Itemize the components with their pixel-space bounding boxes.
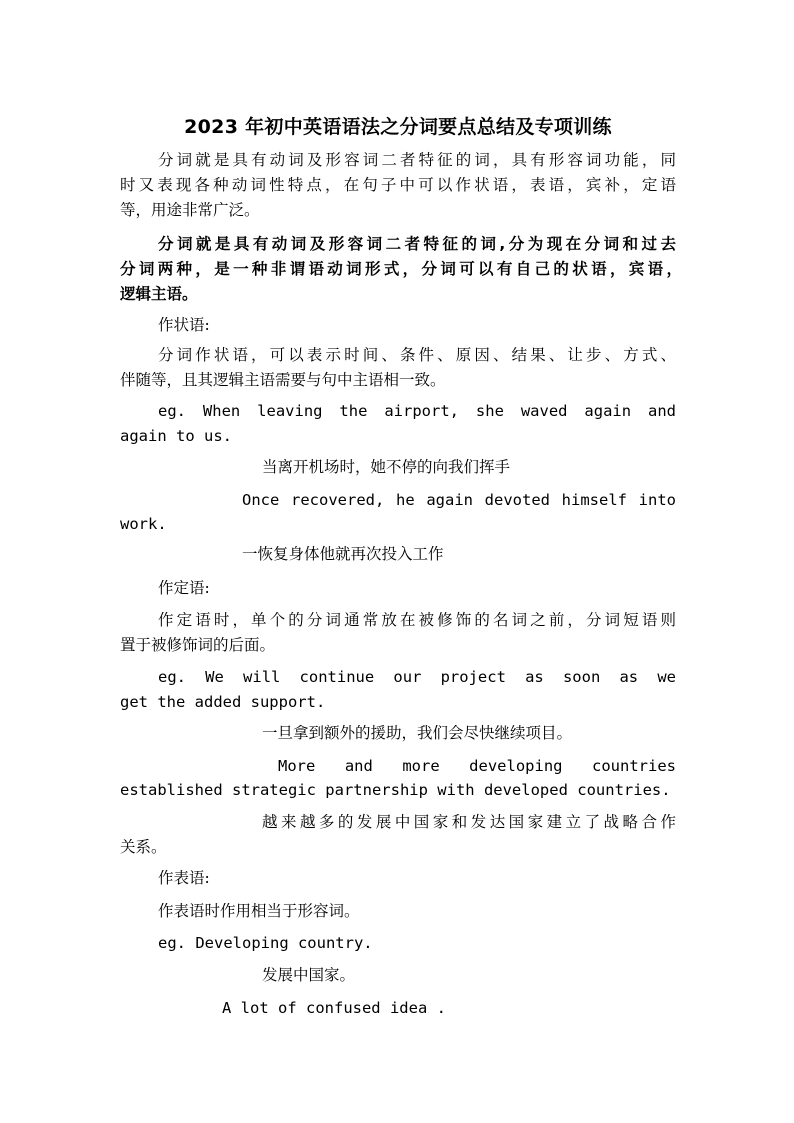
document-title: 2023 年初中英语语法之分词要点总结及专项训练 [184, 116, 612, 138]
section-heading-attributive: 作定语: [158, 579, 210, 597]
adverbial-example-1-line-2: again to us. [120, 427, 232, 445]
predicative-example-2: A lot of confused idea . [222, 999, 446, 1017]
attributive-desc-line-2: 置于被修饰词的后面。 [120, 636, 276, 654]
adverbial-desc-line-1: 分词作状语，可以表示时间、条件、原因、结果、让步、方式、 [158, 346, 676, 364]
adverbial-example-2-translation: 一恢复身体他就再次投入工作 [242, 545, 444, 563]
adverbial-example-2-line-2: work. [120, 515, 167, 533]
attributive-example-1-line-1: eg. We will continue our project as soon as we [158, 668, 676, 686]
adverbial-example-2-line-1: Once recovered, he again devoted himself into [242, 491, 676, 509]
predicative-example-1-translation: 发展中国家。 [262, 966, 356, 984]
attributive-example-1-line-2: get the added support. [120, 693, 326, 711]
predicative-desc: 作表语时作用相当于形容词。 [158, 902, 360, 920]
intro-line-2: 时又表现各种动词性特点，在句子中可以作状语，表语，宾补，定语 [120, 176, 676, 194]
bold-intro-line-3: 逻辑主语。 [120, 285, 198, 303]
bold-intro-line-1: 分词就是具有动词及形容词二者特征的词,分为现在分词和过去 [158, 235, 676, 253]
adverbial-desc-line-2: 伴随等，且其逻辑主语需要与句中主语相一致。 [120, 371, 446, 389]
adverbial-example-1-line-1: eg. When leaving the airport, she waved again and [158, 402, 676, 420]
predicative-example-1: eg. Developing country. [158, 934, 373, 952]
attributive-example-2-line-1: More and more developing countries [278, 757, 676, 775]
attributive-example-2-translation-line-2: 关系。 [120, 838, 167, 856]
section-heading-predicative: 作表语: [158, 869, 210, 887]
bold-intro-line-2: 分词两种，是一种非谓语动词形式，分词可以有自己的状语，宾语， [120, 260, 682, 278]
attributive-example-1-translation: 一旦拿到额外的援助，我们会尽快继续项目。 [262, 724, 573, 742]
section-heading-adverbial: 作状语: [158, 316, 210, 334]
attributive-example-2-translation-line-1: 越来越多的发展中国家和发达国家建立了战略合作 [262, 813, 676, 831]
intro-line-3: 等，用途非常广泛。 [120, 201, 260, 219]
intro-line-1: 分词就是具有动词及形容词二者特征的词，具有形容词功能，同 [158, 151, 676, 169]
attributive-example-2-line-2: established strategic partnership with developed countries. [120, 781, 671, 799]
attributive-desc-line-1: 作定语时，单个的分词通常放在被修饰的名词之前，分词短语则 [158, 611, 676, 629]
adverbial-example-1-translation: 当离开机场时，她不停的向我们挥手 [262, 458, 511, 476]
